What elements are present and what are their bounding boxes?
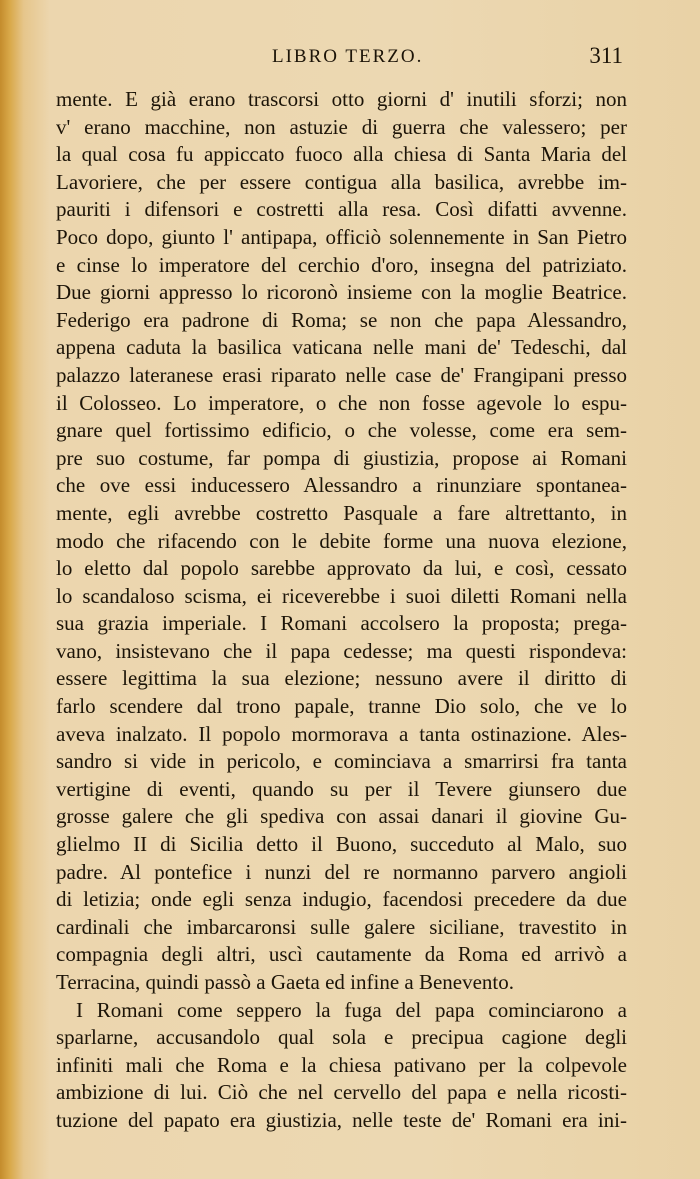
text-line: lo eletto dal popolo sarebbe approvato da lui, e così, cessato [56,556,627,581]
text-line: appena caduta la basilica vaticana nelle mani de' Tedeschi, dal [56,335,627,360]
text-line: padre. Al pontefice i nunzi del re normanno parvero angioli [56,859,627,884]
text-line: pauriti i difensori e costretti alla resa. Così difatti avvenne. [56,197,627,222]
text-line: vano, insistevano che il papa cedesse; ma questi rispondeva: [56,638,627,663]
text-line: farlo scendere dal trono papale, tranne Dio solo, che ve lo [56,694,627,719]
text-line: essere legittima la sua elezione; nessuno avere il diritto di [56,666,627,691]
text-line: Poco dopo, giunto l' antipapa, officiò solennemente in San Pietro [56,224,627,249]
text-line: infiniti mali che Roma e la chiesa pativano per la colpevole [56,1052,627,1077]
text-line: Federigo era padrone di Roma; se non che papa Alessandro, [56,307,627,332]
text-line: modo che rifacendo con le debite forme una nuova elezione, [56,528,627,553]
text-line: lo scandaloso scisma, ei riceverebbe i suoi diletti Romani nella [56,583,627,608]
text-line: Lavoriere, che per essere contigua alla basilica, avrebbe im- [56,169,627,194]
text-line: sparlarne, accusandolo qual sola e precipua cagione degli [56,1025,627,1050]
paragraph-end-line: Terracina, quindi passò a Gaeta ed infine a Benevento. [56,970,515,994]
text-line: v' erano macchine, non astuzie di guerra che valessero; per [56,114,627,139]
text-line: che ove essi inducessero Alessandro a rinunziare spontanea- [56,473,627,498]
text-line: mente, egli avrebbe costretto Pasquale a fare altrettanto, in [56,500,627,525]
text-line: sandro si vide in pericolo, e cominciava a smarrirsi fra tanta [56,749,627,774]
text-line: pre suo costume, far pompa di giustizia, propose ai Romani [56,445,627,470]
text-line: aveva inalzato. Il popolo mormorava a tanta ostinazione. Ales- [56,721,627,746]
running-head [0,43,700,76]
text-line: palazzo lateranese erasi riparato nelle case de' Frangipani presso [56,362,627,387]
text-line: tuzione del papato era giustizia, nelle teste de' Romani era ini- [56,1107,627,1132]
text-line: e cinse lo imperatore del cerchio d'oro, insegna del patriziato. [56,252,627,277]
text-line: il Colosseo. Lo imperatore, o che non fosse agevole lo espu- [56,390,627,415]
text-line: di letizia; onde egli senza indugio, facendosi precedere da due [56,887,627,912]
body-text [56,86,627,1135]
text-line: la qual cosa fu appiccato fuoco alla chiesa di Santa Maria del [56,142,627,167]
text-line: gnare quel fortissimo edificio, o che volesse, come era sem- [56,418,627,443]
paragraph-start-line: I Romani come seppero la fuga del papa cominciarono a [76,997,627,1022]
text-line: compagnia degli altri, uscì cautamente da Roma ed arrivò a [56,942,627,967]
text-line: Due giorni appresso lo ricoronò insieme con la moglie Beatrice. [56,280,627,305]
text-line: glielmo II di Sicilia detto il Buono, succeduto al Malo, suo [56,832,627,857]
page-number: 311 [589,43,623,68]
text-line: sua grazia imperiale. I Romani accolsero la proposta; prega- [56,611,627,636]
text-line: mente. E già erano trascorsi otto giorni d' inutili sforzi; non [56,87,627,111]
text-line: ambizione di lui. Ciò che nel cervello del papa e nella ricosti- [56,1080,627,1105]
running-title: LIBRO TERZO. [272,46,424,67]
text-line: cardinali che imbarcaronsi sulle galere siciliane, travestito in [56,914,627,939]
text-line: vertigine di eventi, quando su per il Tevere giunsero due [56,776,627,801]
text-line: grosse galere che gli spediva con assai danari il giovine Gu- [56,804,627,829]
